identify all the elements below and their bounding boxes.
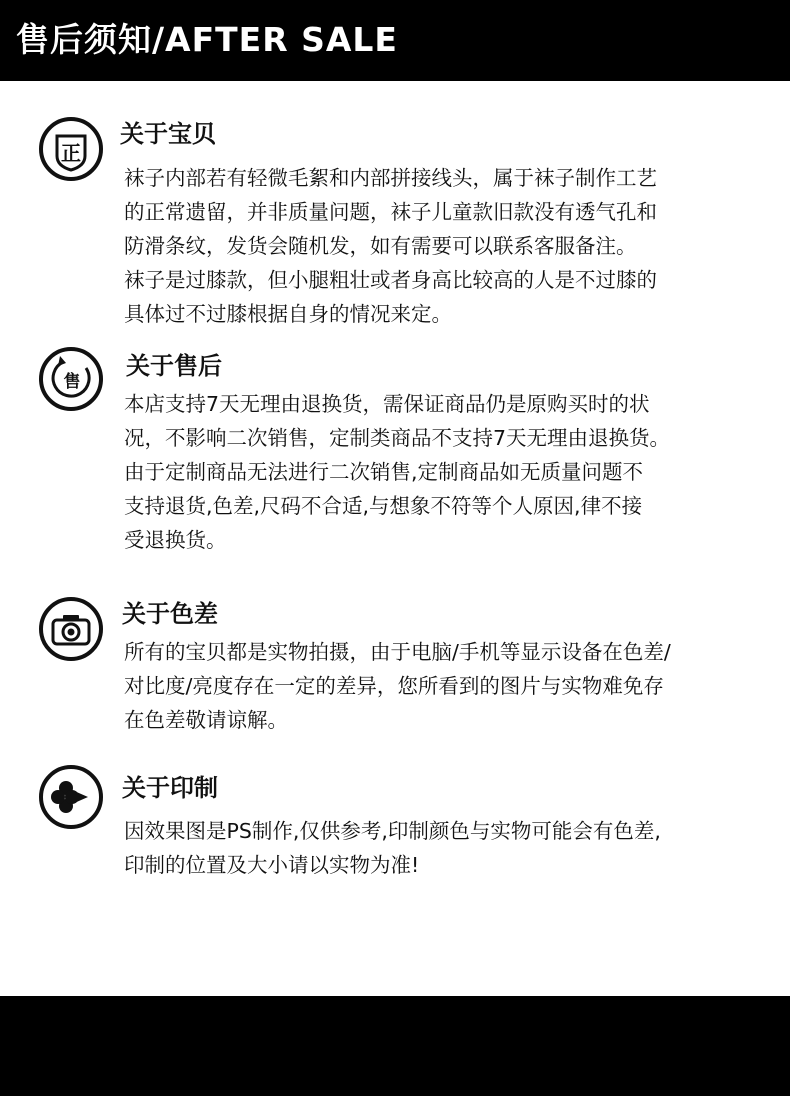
section-body	[124, 635, 764, 737]
text-line: 在色差敬请谅解。	[124, 708, 288, 732]
badge-char: 正	[61, 141, 81, 165]
section-title: 关于售后	[126, 352, 222, 380]
camera-icon	[38, 596, 104, 662]
text-line: 的正常遗留，并非质量问题，袜子儿童款旧款没有透气孔和	[124, 200, 657, 224]
section-body	[124, 814, 764, 882]
text-line: 况，不影响二次销售，定制类商品不支持7天无理由退换货。	[124, 426, 671, 450]
zheng-badge-icon	[38, 116, 104, 182]
section-title: 关于印制	[122, 774, 218, 802]
return-char: 售	[63, 372, 81, 392]
after-sale-return-icon	[38, 346, 104, 412]
print-flower-icon	[38, 764, 104, 830]
text-line: 因效果图是PS制作,仅供参考,印制颜色与实物可能会有色差,	[124, 819, 661, 843]
text-line: 对比度/亮度存在一定的差异，您所看到的图片与实物难免存	[124, 674, 664, 698]
text-line: 袜子内部若有轻微毛絮和内部拼接线头，属于袜子制作工艺	[124, 166, 657, 190]
text-line: 具体过不过膝根据自身的情况来定。	[124, 302, 452, 326]
page-title: 售后须知/AFTER SALE	[16, 20, 398, 59]
text-line: 本店支持7天无理由退换货，需保证商品仍是原购买时的状	[124, 392, 650, 416]
text-line: 由于定制商品无法进行二次销售,定制商品如无质量问题不	[124, 460, 644, 484]
section-body	[124, 161, 764, 331]
text-line: 受退换货。	[124, 528, 227, 552]
text-line: 所有的宝贝都是实物拍摄，由于电脑/手机等显示设备在色差/	[124, 640, 671, 664]
footer-bar	[0, 996, 790, 1096]
text-line: 印制的位置及大小请以实物为准!	[124, 853, 420, 877]
text-line: 支持退货,色差,尺码不合适,与想象不符等个人原因,律不接	[124, 494, 643, 518]
section-title: 关于色差	[122, 600, 218, 628]
section-body	[124, 387, 764, 557]
text-line: 防滑条纹，发货会随机发，如有需要可以联系客服备注。	[124, 234, 637, 258]
text-line: 袜子是过膝款，但小腿粗壮或者身高比较高的人是不过膝的	[124, 268, 657, 292]
header-bar	[0, 0, 790, 81]
section-title: 关于宝贝	[120, 120, 216, 148]
